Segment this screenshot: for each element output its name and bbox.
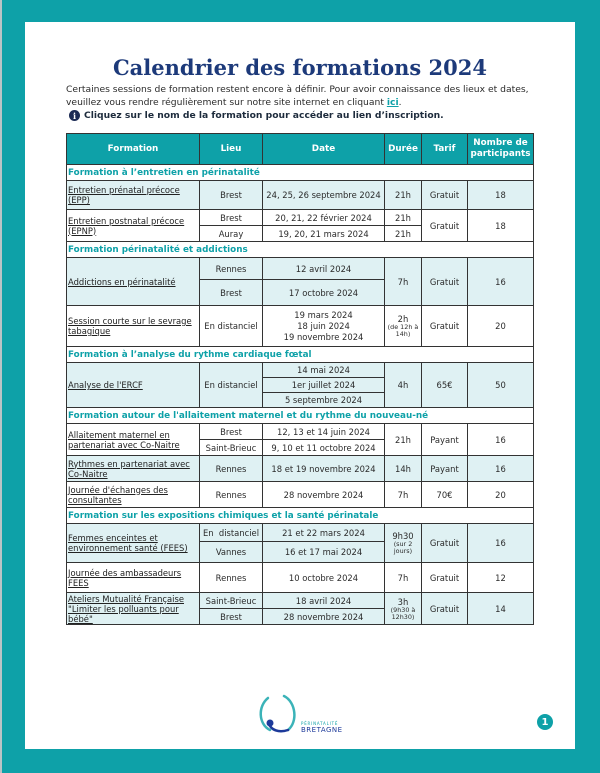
header-tarif: Tarif xyxy=(422,134,468,165)
perinatalite-bretagne-logo xyxy=(254,690,354,740)
formation-link-mutualite[interactable]: Ateliers Mutualité Française "Limiter les polluants pour bébé" xyxy=(68,593,184,624)
lieu-cell: Rennes xyxy=(200,482,263,508)
lieu-cell: Brest xyxy=(200,181,263,210)
duree-cell: 7h xyxy=(385,563,422,593)
participants-cell: 16 xyxy=(468,424,534,456)
duree-note: (de 12h à 14h) xyxy=(387,323,419,338)
formation-link-allaitement[interactable]: Allaitement maternel en partenariat avec Co-Naitre xyxy=(68,429,180,450)
info-text: Cliquez sur le nom de la formation pour accéder au lien d’inscription. xyxy=(84,110,444,121)
duree-cell xyxy=(385,593,422,625)
participants-cell: 16 xyxy=(468,524,534,563)
header-participants: Nombre de participants xyxy=(468,134,534,165)
formations-table xyxy=(66,133,534,625)
tarif-cell: Gratuit xyxy=(422,524,468,563)
date-cell: 10 octobre 2024 xyxy=(263,563,385,593)
lieu-cell: Auray xyxy=(200,226,263,242)
participants-cell: 16 xyxy=(468,258,534,306)
table-row xyxy=(67,363,534,378)
participants-cell: 18 xyxy=(468,210,534,242)
table-row xyxy=(67,258,534,280)
date-cell: 1er juillet 2024 xyxy=(263,378,385,393)
duree-cell: 21h xyxy=(385,424,422,456)
lieu-cell: Brest xyxy=(200,424,263,440)
header-duree: Durée xyxy=(385,134,422,165)
date-cell: 18 avril 2024 xyxy=(263,593,385,609)
tarif-cell: Gratuit xyxy=(422,181,468,210)
date-cell: 24, 25, 26 septembre 2024 xyxy=(263,181,385,210)
date-cell: 12 avril 2024 xyxy=(263,258,385,280)
formation-link-epnp[interactable]: Entretien postnatal précoce (EPNP) xyxy=(68,215,185,236)
formation-link-sevrage[interactable]: Session courte sur le sevrage tabagique xyxy=(68,316,192,336)
date-cell: 28 novembre 2024 xyxy=(263,482,385,508)
formation-link-consultantes[interactable]: Journée d'échanges des consultantes xyxy=(68,484,168,505)
date-cell: 5 septembre 2024 xyxy=(263,393,385,408)
date-cell: 20, 21, 22 février 2024 xyxy=(263,210,385,226)
info-note xyxy=(69,110,444,121)
lieu-cell: Saint-Brieuc xyxy=(200,593,263,609)
lieu-cell: Brest xyxy=(200,280,263,306)
lieu-cell: Saint-Brieuc xyxy=(200,440,263,456)
tarif-cell: Gratuit xyxy=(422,563,468,593)
table-row xyxy=(67,524,534,542)
date-line: 18 juin 2024 xyxy=(297,320,350,331)
duree-cell: 21h xyxy=(385,210,422,226)
formation-link-addictions[interactable]: Addictions en périnatalité xyxy=(68,276,176,287)
tarif-cell: Gratuit xyxy=(422,306,468,347)
duree-cell: 21h xyxy=(385,181,422,210)
logo-text-bretagne: BRETAGNE xyxy=(301,726,343,734)
participants-cell: 18 xyxy=(468,181,534,210)
category-row: Formation sur les expositions chimiques et la santé périnatale xyxy=(67,508,534,524)
intro-paragraph xyxy=(66,83,536,109)
header-lieu: Lieu xyxy=(200,134,263,165)
duree-cell: 14h xyxy=(385,456,422,482)
table-row xyxy=(67,593,534,609)
duree-cell: 4h xyxy=(385,363,422,408)
table-row xyxy=(67,181,534,210)
tarif-cell: Payant xyxy=(422,456,468,482)
participants-cell: 12 xyxy=(468,563,534,593)
duree-note: (9h30 à 12h30) xyxy=(390,605,416,621)
header-date: Date xyxy=(263,134,385,165)
participants-cell: 16 xyxy=(468,456,534,482)
date-cell: 19, 20, 21 mars 2024 xyxy=(263,226,385,242)
tarif-cell: 65€ xyxy=(422,363,468,408)
date-cell: 9, 10 et 11 octobre 2024 xyxy=(263,440,385,456)
logo-text-perinatalite: PÉRINATALITÉ xyxy=(301,721,339,726)
document-page xyxy=(25,22,575,749)
date-cell: 21 et 22 mars 2024 xyxy=(263,524,385,542)
date-cell: 14 mai 2024 xyxy=(263,363,385,378)
ici-link[interactable]: ici xyxy=(386,97,399,108)
table-row xyxy=(67,424,534,440)
lieu-cell: En distanciel xyxy=(200,524,263,542)
participants-cell: 50 xyxy=(468,363,534,408)
header-formation: Formation xyxy=(67,134,200,165)
duree-value: 3h xyxy=(397,596,409,607)
window-edge xyxy=(0,0,2,773)
formation-link-ercf[interactable]: Analyse de l'ERCF xyxy=(68,380,143,390)
date-cell: 17 octobre 2024 xyxy=(263,280,385,306)
participants-cell: 20 xyxy=(468,482,534,508)
duree-cell xyxy=(385,306,422,347)
date-line: 19 novembre 2024 xyxy=(283,331,364,342)
lieu-cell: Rennes xyxy=(200,456,263,482)
table-header-row xyxy=(67,134,534,165)
date-cell: 28 novembre 2024 xyxy=(263,609,385,625)
category-row: Formation à l’analyse du rythme cardiaque fœtal xyxy=(67,347,534,363)
lieu-cell: Brest xyxy=(200,210,263,226)
duree-cell: 7h xyxy=(385,482,422,508)
table-row xyxy=(67,210,534,226)
formation-link-ambassadeurs[interactable]: Journée des ambassadeurs FEES xyxy=(68,567,182,588)
formation-link-rythmes[interactable]: Rythmes en partenariat avec Co-Naitre xyxy=(68,458,190,479)
lieu-cell: En distanciel xyxy=(200,306,263,347)
tarif-cell: Payant xyxy=(422,424,468,456)
page-title: Calendrier des formations 2024 xyxy=(112,55,488,80)
duree-cell: 21h xyxy=(385,226,422,242)
lieu-cell: Brest xyxy=(200,609,263,625)
table-row xyxy=(67,563,534,593)
tarif-cell: Gratuit xyxy=(422,258,468,306)
date-cell: 18 et 19 novembre 2024 xyxy=(263,456,385,482)
date-cell: 16 et 17 mai 2024 xyxy=(263,542,385,563)
participants-cell: 20 xyxy=(468,306,534,347)
formation-link-epp[interactable]: Entretien prénatal précoce (EPP) xyxy=(68,185,180,205)
page-number-badge: 1 xyxy=(537,714,553,730)
lieu-cell: Vannes xyxy=(200,542,263,563)
duree-cell: 7h xyxy=(385,258,422,306)
participants-cell: 14 xyxy=(468,593,534,625)
lieu-cell: Rennes xyxy=(200,563,263,593)
duree-note: (sur 2 jours) xyxy=(393,540,413,555)
duree-value: 9h30 xyxy=(392,531,414,541)
table-row xyxy=(67,306,534,347)
category-row: Formation à l’entretien en périnatalité xyxy=(67,165,534,181)
category-row: Formation périnatalité et addictions xyxy=(67,242,534,258)
duree-cell xyxy=(385,524,422,563)
tarif-cell: Gratuit xyxy=(422,593,468,625)
date-cell: 12, 13 et 14 juin 2024 xyxy=(263,424,385,440)
table-row xyxy=(67,482,534,508)
tarif-cell: 70€ xyxy=(422,482,468,508)
logo-mark-icon xyxy=(254,690,304,738)
lieu-cell: En distanciel xyxy=(200,363,263,408)
tarif-cell: Gratuit xyxy=(422,210,468,242)
date-cell xyxy=(263,306,385,347)
category-row: Formation autour de l'allaitement maternel et du rythme du nouveau-né xyxy=(67,408,534,424)
table-row xyxy=(67,456,534,482)
lieu-cell: Rennes xyxy=(200,258,263,280)
date-line: 19 mars 2024 xyxy=(294,309,353,320)
duree-value: 2h xyxy=(397,314,409,324)
intro-end: . xyxy=(398,97,402,108)
formation-link-fees[interactable]: Femmes enceintes et environnement santé (FEES) xyxy=(68,533,188,553)
info-circle-icon: i xyxy=(69,110,80,121)
intro-text: Certaines sessions de formation restent encore à définir. Pour avoir connaissance des lieux et dates, veuillez vous rendre régulièrement sur notre site internet en cliquant xyxy=(66,84,529,108)
